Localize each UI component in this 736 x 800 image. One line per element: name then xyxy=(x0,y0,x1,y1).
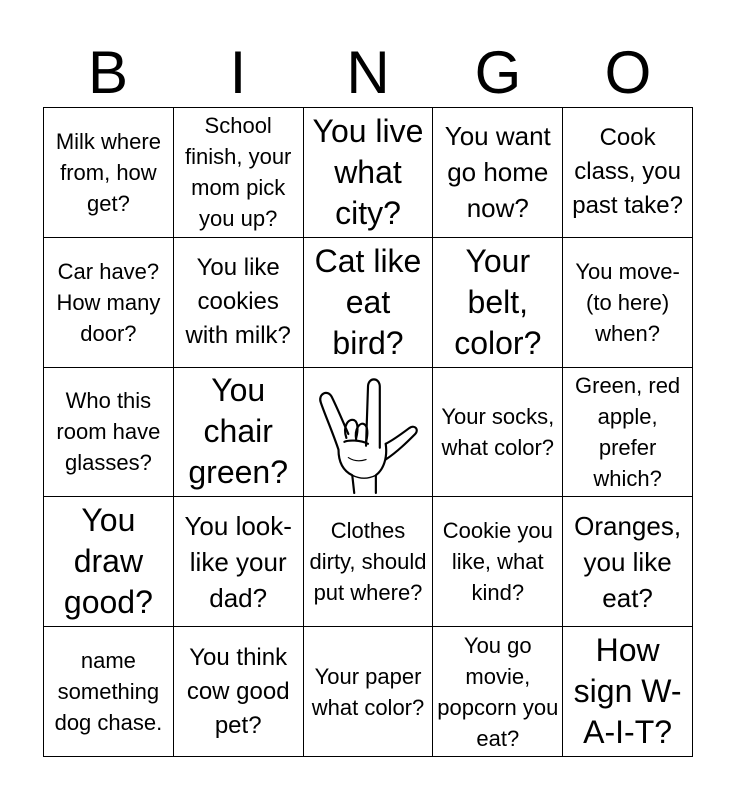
cell-text: You draw good? xyxy=(63,502,153,621)
bingo-cell-17[interactable] xyxy=(174,497,304,627)
bingo-cell-16[interactable] xyxy=(44,497,174,627)
bingo-cell-3[interactable] xyxy=(304,108,434,238)
bingo-header xyxy=(43,38,693,108)
bingo-cell-8[interactable] xyxy=(304,238,434,368)
cell-text: Your belt, color? xyxy=(454,242,542,361)
cell-text: How sign W-A-I-T? xyxy=(573,632,682,751)
free-space[interactable] xyxy=(304,368,434,498)
cell-text: You think cow good pet? xyxy=(186,643,290,739)
cell-text: Cookie you like, what kind? xyxy=(442,518,553,606)
cell-text: Oranges, you like eat? xyxy=(574,510,682,613)
bingo-cell-15[interactable] xyxy=(563,368,693,498)
ily-hand-sign-icon xyxy=(309,369,427,495)
header-letter-b: B xyxy=(87,39,129,106)
bingo-cell-23[interactable] xyxy=(304,627,434,757)
bingo-cell-25[interactable] xyxy=(563,627,693,757)
cell-text: You move-(to here) when? xyxy=(575,258,680,346)
cell-text: Your paper what color? xyxy=(311,663,425,720)
cell-text: You go movie, popcorn you eat? xyxy=(437,632,559,751)
bingo-cell-6[interactable] xyxy=(44,238,174,368)
cell-text: You chair green? xyxy=(188,372,289,491)
cell-text: You live what city? xyxy=(312,112,424,231)
cell-text: Your socks, what color? xyxy=(441,403,555,460)
header-letter-g: G xyxy=(474,39,522,106)
bingo-cell-12[interactable] xyxy=(174,368,304,498)
header-letter-o: O xyxy=(604,39,652,106)
bingo-cell-10[interactable] xyxy=(563,238,693,368)
header-letter-n: N xyxy=(346,39,390,106)
cell-text: Who this room have glasses? xyxy=(56,388,161,476)
cell-text: Green, red apple, prefer which? xyxy=(575,372,681,491)
cell-text: You like cookies with milk? xyxy=(185,254,291,350)
bingo-cell-4[interactable] xyxy=(433,108,563,238)
bingo-cell-21[interactable] xyxy=(44,627,174,757)
cell-text: Cat like eat bird? xyxy=(314,242,422,361)
bingo-cell-19[interactable] xyxy=(433,497,563,627)
cell-text: Cook class, you past take? xyxy=(572,124,683,220)
bingo-cell-24[interactable] xyxy=(433,627,563,757)
cell-text: You look-like your dad? xyxy=(184,510,292,613)
bingo-cell-20[interactable] xyxy=(563,497,693,627)
bingo-cell-18[interactable] xyxy=(304,497,434,627)
bingo-cell-9[interactable] xyxy=(433,238,563,368)
bingo-cell-14[interactable] xyxy=(433,368,563,498)
bingo-cell-7[interactable] xyxy=(174,238,304,368)
bingo-cell-5[interactable] xyxy=(563,108,693,238)
cell-text: Car have? How many door? xyxy=(56,258,161,346)
bingo-cell-22[interactable] xyxy=(174,627,304,757)
cell-text: Milk where from, how get? xyxy=(55,128,161,216)
bingo-cell-11[interactable] xyxy=(44,368,174,498)
cell-text: name something dog chase. xyxy=(54,648,163,736)
cell-text: You want go home now? xyxy=(444,121,551,224)
cell-text: School finish, your mom pick you up? xyxy=(185,113,292,232)
cell-text: Clothes dirty, should put where? xyxy=(309,518,427,606)
header-letter-i: I xyxy=(229,39,247,106)
bingo-board xyxy=(43,107,693,757)
bingo-cell-1[interactable] xyxy=(44,108,174,238)
bingo-cell-2[interactable] xyxy=(174,108,304,238)
